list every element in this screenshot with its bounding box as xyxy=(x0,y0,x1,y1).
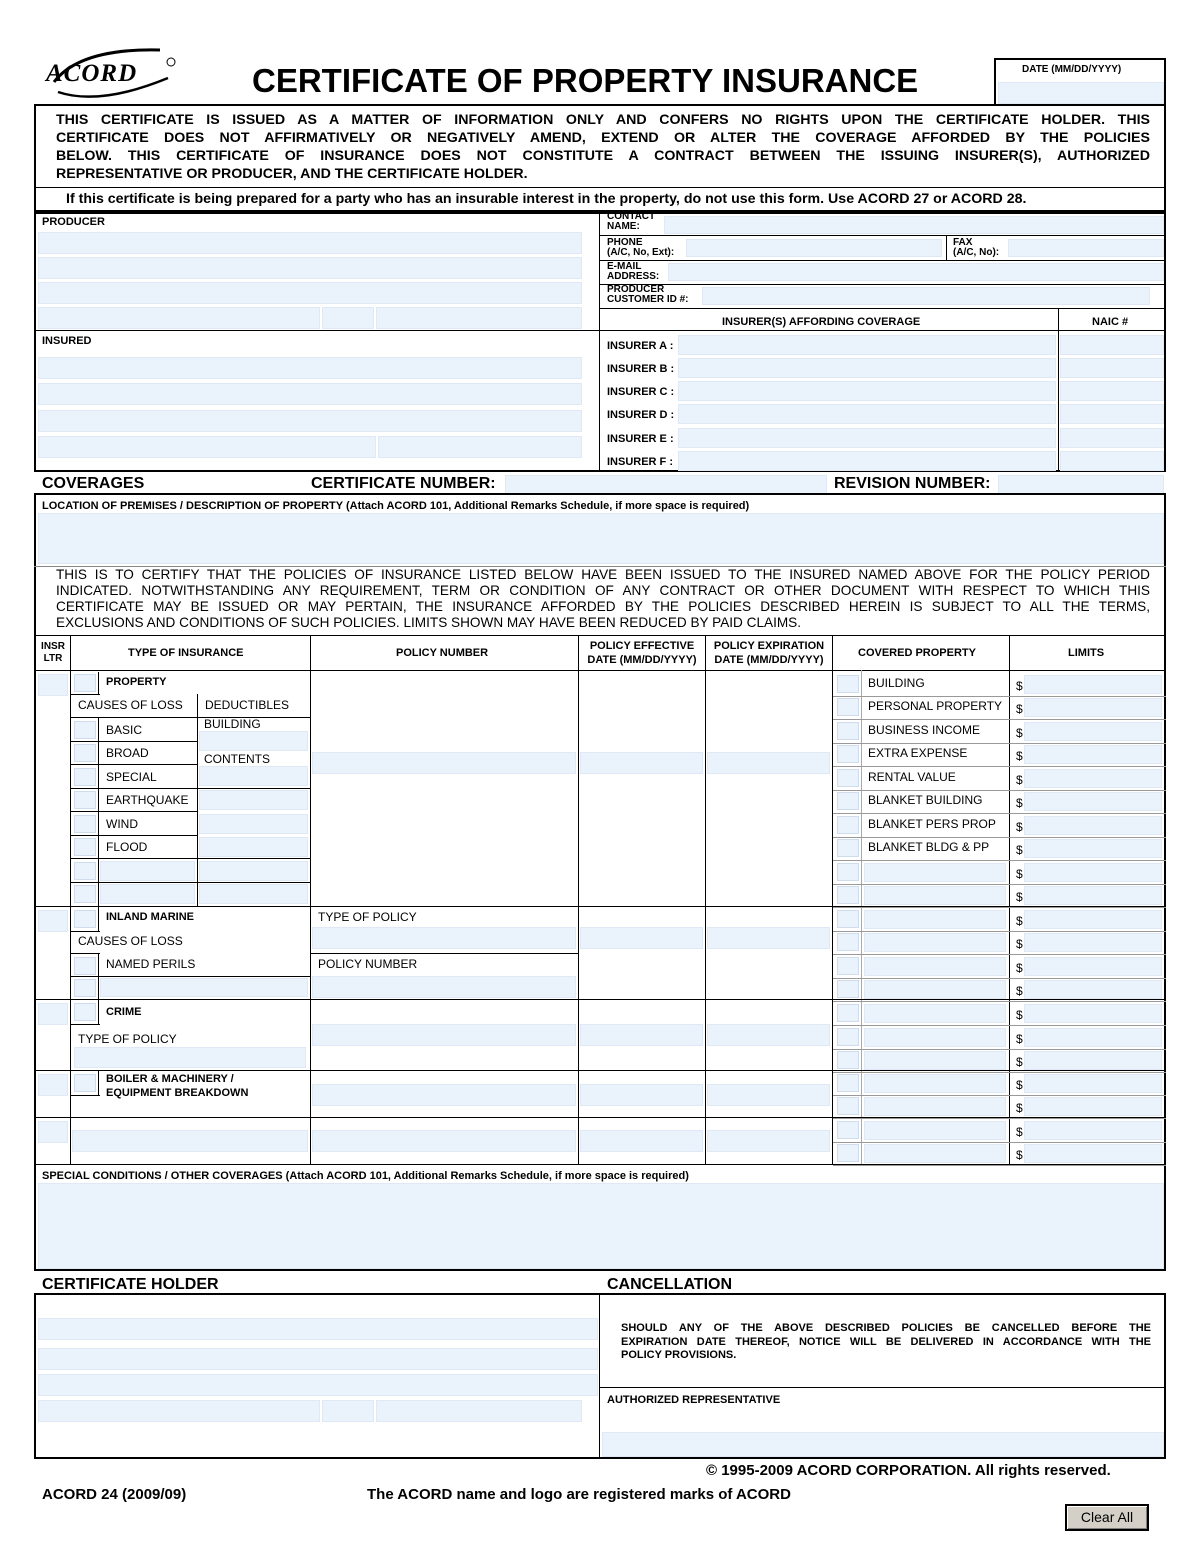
cause-other-checkbox[interactable] xyxy=(74,862,96,880)
covered-property-other-field[interactable] xyxy=(864,1121,1006,1140)
covered-property-label: EXTRA EXPENSE xyxy=(868,746,968,760)
covered-property-checkbox[interactable] xyxy=(837,1121,859,1139)
cause-deductible-field[interactable] xyxy=(199,814,308,834)
other-effective-date[interactable] xyxy=(580,1130,703,1152)
crime-type-label: TYPE OF POLICY xyxy=(78,1032,177,1046)
covered-property-checkbox[interactable] xyxy=(837,957,859,975)
holder-line-2[interactable] xyxy=(38,1348,598,1370)
cause-checkbox[interactable] xyxy=(74,815,96,833)
limit-field[interactable] xyxy=(1024,816,1162,835)
other-type-field[interactable] xyxy=(72,1130,308,1152)
limit-row-line xyxy=(833,978,1166,979)
limit-field[interactable] xyxy=(1024,769,1162,788)
effective-date-header: POLICY EFFECTIVE DATE (MM/DD/YYYY) xyxy=(587,640,697,666)
covered-property-other-field[interactable] xyxy=(864,1051,1006,1070)
deductibles-label: DEDUCTIBLES xyxy=(205,698,290,712)
limit-dollar-sign: $ xyxy=(1016,867,1023,881)
coverages-label: COVERAGES xyxy=(42,475,145,492)
covered-property-checkbox[interactable] xyxy=(837,886,859,904)
covered-property-other-field[interactable] xyxy=(864,910,1006,929)
limits-header: LIMITS xyxy=(1068,647,1105,659)
certify-line: CERTIFICATE MAY BE ISSUED OR MAY PERTAIN, THE INSURANCE AFFORDED BY THE POLICIES DESCRIBED HEREIN IS SUBJECT TO ALL THE TERMS, xyxy=(56,599,1150,614)
limit-dollar-sign: $ xyxy=(1016,820,1023,834)
certify-text xyxy=(56,567,1150,631)
cause-checkbox-divider xyxy=(98,717,99,906)
property-policy-number[interactable] xyxy=(312,752,576,774)
holder-zip[interactable] xyxy=(376,1400,582,1422)
named-perils-label: NAMED PERILS xyxy=(106,957,196,971)
limit-field[interactable] xyxy=(1024,980,1162,999)
limit-dollar-sign: $ xyxy=(1016,914,1023,928)
other-expiration-date[interactable] xyxy=(707,1130,830,1152)
logo-text: ACORD xyxy=(46,60,138,87)
cause-label: BASIC xyxy=(106,723,143,737)
covered-property-checkbox[interactable] xyxy=(837,1144,859,1162)
covered-property-other-field[interactable] xyxy=(864,886,1006,905)
insurer-label: INSURER E : xyxy=(607,433,674,445)
crime-label: CRIME xyxy=(106,1006,142,1018)
deductible-building-field[interactable] xyxy=(199,731,308,751)
inland-marine-type-label: TYPE OF POLICY xyxy=(318,910,417,924)
certify-line: THIS IS TO CERTIFY THAT THE POLICIES OF INSURANCE LISTED BELOW HAVE BEEN ISSUED TO THE INSURED NAMED ABOVE FOR THE POLICY PERIOD xyxy=(56,567,1150,582)
cause-row-line xyxy=(70,811,197,812)
other-policy-number[interactable] xyxy=(312,1130,576,1152)
cause-other-deductible[interactable] xyxy=(199,884,308,904)
insurable-interest-notice: If this certificate is being prepared for a party who has an insurable interest in the property, do not use this form. Use ACORD 27 or ACORD 28. xyxy=(66,191,1027,207)
page-title: CERTIFICATE OF PROPERTY INSURANCE xyxy=(252,62,919,99)
covered-property-checkbox[interactable] xyxy=(837,1051,859,1069)
cause-checkbox[interactable] xyxy=(74,721,96,739)
covered-property-other-field[interactable] xyxy=(864,1028,1006,1047)
cause-row-line xyxy=(70,858,310,859)
boiler-expiration-date[interactable] xyxy=(707,1084,830,1106)
covered-property-checkbox[interactable] xyxy=(837,816,859,834)
covered-property-checkbox[interactable] xyxy=(837,698,859,716)
limit-field[interactable] xyxy=(1024,722,1162,741)
inland-marine-label: INLAND MARINE xyxy=(106,911,194,923)
limit-row-line xyxy=(833,1142,1166,1143)
contact-name-field[interactable] xyxy=(664,216,1164,234)
covered-property-label: BUILDING xyxy=(868,676,925,690)
inland-marine-expiration-date[interactable] xyxy=(707,927,830,949)
insurers-header: INSURER(S) AFFORDING COVERAGE xyxy=(722,316,921,328)
limit-field[interactable] xyxy=(1024,933,1162,952)
limit-row-line xyxy=(833,1095,1166,1096)
cause-other-field[interactable] xyxy=(100,861,195,881)
limit-row-line xyxy=(833,1118,1166,1119)
other-insr-ltr[interactable] xyxy=(38,1121,68,1143)
certificate-number-field[interactable] xyxy=(505,475,827,494)
producer-line-3[interactable] xyxy=(38,282,582,304)
holder-line-1[interactable] xyxy=(38,1318,598,1340)
naic-header: NAIC # xyxy=(1092,316,1129,328)
form-id: ACORD 24 (2009/09) xyxy=(42,1486,187,1503)
limit-row-line xyxy=(833,931,1166,932)
limit-dollar-sign: $ xyxy=(1016,796,1023,810)
cause-checkbox[interactable] xyxy=(74,791,96,809)
property-expiration-date[interactable] xyxy=(707,752,830,774)
insurer-name-field[interactable] xyxy=(678,451,1056,471)
insurer-naic-field[interactable] xyxy=(1060,358,1164,378)
customer-id-label: PRODUCER CUSTOMER ID #: xyxy=(607,284,689,305)
insurer-name-field[interactable] xyxy=(678,358,1056,378)
limit-field[interactable] xyxy=(1024,1028,1162,1047)
limit-row-line xyxy=(833,696,1166,697)
covered-property-checkbox[interactable] xyxy=(837,910,859,928)
insr-ltr-header: INSR LTR xyxy=(41,641,65,664)
boiler-label: BOILER & MACHINERY / EQUIPMENT BREAKDOWN xyxy=(106,1073,249,1099)
expiration-date-header: POLICY EXPIRATION DATE (MM/DD/YYYY) xyxy=(713,640,825,666)
limit-field[interactable] xyxy=(1024,957,1162,976)
limit-row-line xyxy=(833,907,1166,908)
covered-property-header: COVERED PROPERTY xyxy=(858,647,976,659)
property-insr-ltr[interactable] xyxy=(38,674,68,696)
causes-of-loss-label: CAUSES OF LOSS xyxy=(78,698,183,712)
covered-property-label: BLANKET BUILDING xyxy=(868,793,983,807)
producer-line-1[interactable] xyxy=(38,232,582,254)
limit-row-line xyxy=(833,1165,1166,1166)
covered-property-checkbox[interactable] xyxy=(837,1074,859,1092)
boiler-effective-date[interactable] xyxy=(580,1084,703,1106)
insurer-label: INSURER C : xyxy=(607,386,675,398)
insurer-name-field[interactable] xyxy=(678,335,1056,355)
limit-field[interactable] xyxy=(1024,1074,1162,1093)
limit-field[interactable] xyxy=(1024,745,1162,764)
inland-marine-other-field[interactable] xyxy=(100,978,308,997)
insurer-name-field[interactable] xyxy=(678,404,1056,424)
disclaimer-line: THIS CERTIFICATE IS ISSUED AS A MATTER OF INFORMATION ONLY AND CONFERS NO RIGHTS UPON THE CERTIFICATE HOLDER. THIS xyxy=(56,112,1150,128)
limit-row-line xyxy=(833,790,1166,791)
clear-all-button[interactable]: Clear All xyxy=(1065,1504,1149,1531)
holder-city[interactable] xyxy=(38,1400,320,1422)
cause-label: FLOOD xyxy=(106,840,148,854)
limit-field[interactable] xyxy=(1024,1097,1162,1116)
holder-state[interactable] xyxy=(322,1400,374,1422)
covered-property-checkbox[interactable] xyxy=(837,745,859,763)
boiler-policy-number[interactable] xyxy=(312,1084,576,1106)
type-header: TYPE OF INSURANCE xyxy=(128,647,244,659)
cause-label: BROAD xyxy=(106,746,149,760)
cancellation-line: EXPIRATION DATE THEREOF, NOTICE WILL BE DELIVERED IN ACCORDANCE WITH THE xyxy=(621,1335,1151,1348)
boiler-insr-ltr[interactable] xyxy=(38,1074,68,1096)
limit-row-line xyxy=(833,1049,1166,1050)
deductible-building-label: BUILDING xyxy=(204,717,261,731)
fax-field[interactable] xyxy=(1008,239,1164,257)
location-label: LOCATION OF PREMISES / DESCRIPTION OF PROPERTY (Attach ACORD 101, Additional Remarks Schedule, if more space is required) xyxy=(42,500,750,512)
cause-label: WIND xyxy=(106,817,138,831)
cause-row-line xyxy=(70,741,197,742)
deductible-contents-field[interactable] xyxy=(199,766,308,786)
cause-deductible-field[interactable] xyxy=(199,790,308,810)
disclaimer-line: BELOW. THIS CERTIFICATE OF INSURANCE DOES NOT CONSTITUTE A CONTRACT BETWEEN THE ISSUING INSURER(S), AUTHORIZED xyxy=(56,148,1150,164)
insurer-name-field[interactable] xyxy=(678,381,1056,401)
cause-checkbox[interactable] xyxy=(74,838,96,856)
limit-row-line xyxy=(833,860,1166,861)
certificate-holder-label: CERTIFICATE HOLDER xyxy=(42,1276,219,1293)
insurer-naic-field[interactable] xyxy=(1060,451,1164,471)
limit-row-line xyxy=(833,1001,1166,1002)
covered-property-checkbox[interactable] xyxy=(837,839,859,857)
trademark-notice: The ACORD name and logo are registered marks of ACORD xyxy=(367,1486,791,1503)
crime-policy-number[interactable] xyxy=(312,1024,576,1046)
insurer-naic-field[interactable] xyxy=(1060,335,1164,355)
email-field[interactable] xyxy=(668,263,1164,281)
inland-marine-insr-ltr[interactable] xyxy=(38,910,68,932)
cause-other-deductible[interactable] xyxy=(199,861,308,881)
limit-row-line xyxy=(833,954,1166,955)
cancellation-text xyxy=(621,1322,1151,1363)
cause-checkbox[interactable] xyxy=(74,744,96,762)
email-label: E-MAIL ADDRESS: xyxy=(607,261,660,282)
limit-dollar-sign: $ xyxy=(1016,726,1023,740)
special-conditions-field[interactable] xyxy=(38,1183,1164,1269)
covered-property-checkbox[interactable] xyxy=(837,933,859,951)
limit-row-line xyxy=(833,1072,1166,1073)
covered-property-other-field[interactable] xyxy=(864,933,1006,952)
covered-property-checkbox[interactable] xyxy=(837,1097,859,1115)
location-field[interactable] xyxy=(38,513,1164,564)
customer-id-field[interactable] xyxy=(702,287,1150,305)
limit-field[interactable] xyxy=(1024,1121,1162,1140)
limit-dollar-sign: $ xyxy=(1016,1055,1023,1069)
inland-marine-causes-label: CAUSES OF LOSS xyxy=(78,934,183,948)
phone-field[interactable] xyxy=(686,239,942,257)
cause-row-line xyxy=(70,882,310,883)
covered-property-checkbox[interactable] xyxy=(837,1028,859,1046)
phone-label: PHONE (A/C, No, Ext): xyxy=(607,237,675,258)
fax-label: FAX (A/C, No): xyxy=(953,237,1000,258)
limit-field[interactable] xyxy=(1024,863,1162,882)
covered-property-label: BLANKET PERS PROP xyxy=(868,817,996,831)
covered-property-checkbox[interactable] xyxy=(837,1004,859,1022)
cause-label: SPECIAL xyxy=(106,770,157,784)
crime-insr-ltr[interactable] xyxy=(38,1003,68,1025)
insurer-label: INSURER D : xyxy=(607,409,675,421)
cause-checkbox[interactable] xyxy=(74,768,96,786)
limit-field[interactable] xyxy=(1024,886,1162,905)
limit-dollar-sign: $ xyxy=(1016,773,1023,787)
covered-property-label: RENTAL VALUE xyxy=(868,770,956,784)
revision-number-field[interactable] xyxy=(998,475,1164,494)
covered-property-checkbox[interactable] xyxy=(837,769,859,787)
limit-row-line xyxy=(833,813,1166,814)
insurer-label: INSURER F : xyxy=(607,456,673,468)
limit-dollar-sign: $ xyxy=(1016,843,1023,857)
acord-logo xyxy=(40,42,180,104)
limit-row-line xyxy=(833,766,1166,767)
cancellation-line: SHOULD ANY OF THE ABOVE DESCRIBED POLICIES BE CANCELLED BEFORE THE xyxy=(621,1322,1151,1334)
boiler-checkbox[interactable] xyxy=(74,1074,96,1092)
limit-dollar-sign: $ xyxy=(1016,1078,1023,1092)
disclaimer-line: REPRESENTATIVE OR PRODUCER, AND THE CERTIFICATE HOLDER. xyxy=(56,166,528,182)
policy-number-header: POLICY NUMBER xyxy=(396,647,489,659)
insurer-naic-field[interactable] xyxy=(1060,428,1164,448)
special-conditions-label: SPECIAL CONDITIONS / OTHER COVERAGES (Attach ACORD 101, Additional Remarks Schedule, if more space is required) xyxy=(42,1170,689,1182)
limit-row-line xyxy=(833,837,1166,838)
limit-dollar-sign: $ xyxy=(1016,1148,1023,1162)
limit-row-line xyxy=(833,719,1166,720)
cause-row-line xyxy=(70,835,197,836)
covered-property-label: PERSONAL PROPERTY xyxy=(868,699,1003,713)
limit-row-line xyxy=(833,884,1166,885)
disclaimer-line: CERTIFICATE DOES NOT AFFIRMATIVELY OR NEGATIVELY AMEND, EXTEND OR ALTER THE COVERAGE AFFORDED BY THE POLICIES xyxy=(56,130,1150,146)
insured-state-zip[interactable] xyxy=(378,436,582,458)
date-field[interactable] xyxy=(998,82,1164,104)
limit-field[interactable] xyxy=(1024,1004,1162,1023)
producer-label: PRODUCER xyxy=(42,216,105,228)
revision-number-label: REVISION NUMBER: xyxy=(834,475,991,492)
limit-dollar-sign: $ xyxy=(1016,1125,1023,1139)
insurer-label: INSURER B : xyxy=(607,363,675,375)
producer-state[interactable] xyxy=(322,307,374,329)
insured-city[interactable] xyxy=(38,436,376,458)
limit-field[interactable] xyxy=(1024,839,1162,858)
named-perils-checkbox[interactable] xyxy=(74,957,96,975)
covered-property-other-field[interactable] xyxy=(864,1004,1006,1023)
insurer-name-field[interactable] xyxy=(678,428,1056,448)
holder-line-3[interactable] xyxy=(38,1374,598,1396)
crime-expiration-date[interactable] xyxy=(707,1024,830,1046)
limit-dollar-sign: $ xyxy=(1016,679,1023,693)
certify-line: INDICATED. NOTWITHSTANDING ANY REQUIREMENT, TERM OR CONDITION OF ANY CONTRACT OR OTHER DOCUMENT WITH RESPECT TO WHICH THIS xyxy=(56,583,1150,598)
limit-field[interactable] xyxy=(1024,1051,1162,1070)
limit-dollar-sign: $ xyxy=(1016,961,1023,975)
deductible-contents-label: CONTENTS xyxy=(204,752,270,766)
limit-dollar-sign: $ xyxy=(1016,1008,1023,1022)
copyright: © 1995-2009 ACORD CORPORATION. All rights reserved. xyxy=(706,1462,1111,1479)
limit-dollar-sign: $ xyxy=(1016,890,1023,904)
producer-city[interactable] xyxy=(38,307,320,329)
insurer-naic-field[interactable] xyxy=(1060,404,1164,424)
covered-property-other-field[interactable] xyxy=(864,1144,1006,1163)
cancellation-line: POLICY PROVISIONS. xyxy=(621,1349,737,1361)
covered-property-checkbox[interactable] xyxy=(837,863,859,881)
cause-row-line xyxy=(70,788,197,789)
covered-property-label: BUSINESS INCOME xyxy=(868,723,981,737)
limit-field[interactable] xyxy=(1024,698,1162,717)
authorized-rep-label: AUTHORIZED REPRESENTATIVE xyxy=(607,1394,781,1406)
covered-property-other-field[interactable] xyxy=(864,957,1006,976)
contact-name-label: CONTACT NAME: xyxy=(607,211,656,232)
cause-label: EARTHQUAKE xyxy=(106,793,189,807)
producer-line-2[interactable] xyxy=(38,257,582,279)
covered-property-other-field[interactable] xyxy=(864,980,1006,999)
property-effective-date[interactable] xyxy=(580,752,703,774)
property-checkbox[interactable] xyxy=(74,674,96,692)
limit-field[interactable] xyxy=(1024,792,1162,811)
inland-marine-policy-number-label: POLICY NUMBER xyxy=(318,957,418,971)
producer-zip[interactable] xyxy=(376,307,582,329)
inland-marine-effective-date[interactable] xyxy=(580,927,703,949)
insured-line-1[interactable] xyxy=(38,357,582,379)
limit-field[interactable] xyxy=(1024,675,1162,694)
inland-marine-policy-number-field[interactable] xyxy=(312,976,576,998)
crime-effective-date[interactable] xyxy=(580,1024,703,1046)
disclaimer-text xyxy=(56,111,1150,183)
insurer-label: INSURER A : xyxy=(607,340,674,352)
limit-dollar-sign: $ xyxy=(1016,937,1023,951)
insured-line-3[interactable] xyxy=(38,410,582,432)
inland-marine-other-checkbox[interactable] xyxy=(74,979,96,997)
date-label: DATE (MM/DD/YYYY) xyxy=(1022,64,1122,75)
insured-label: INSURED xyxy=(42,335,92,347)
limit-dollar-sign: $ xyxy=(1016,1101,1023,1115)
inland-marine-checkbox[interactable] xyxy=(74,910,96,928)
limit-dollar-sign: $ xyxy=(1016,749,1023,763)
limit-dollar-sign: $ xyxy=(1016,1032,1023,1046)
inland-marine-type-field[interactable] xyxy=(312,927,576,949)
certify-line: EXCLUSIONS AND CONDITIONS OF SUCH POLICIES. LIMITS SHOWN MAY HAVE BEEN REDUCED BY PAID CLAIMS. xyxy=(56,615,802,630)
limit-field[interactable] xyxy=(1024,910,1162,929)
crime-type-field[interactable] xyxy=(74,1047,306,1068)
covered-property-other-field[interactable] xyxy=(864,1097,1006,1116)
insured-line-2[interactable] xyxy=(38,383,582,405)
limit-field[interactable] xyxy=(1024,1144,1162,1163)
insurer-naic-field[interactable] xyxy=(1060,381,1164,401)
covered-property-checkbox[interactable] xyxy=(837,675,859,693)
covered-property-checkbox[interactable] xyxy=(837,722,859,740)
covered-property-checkbox[interactable] xyxy=(837,980,859,998)
limit-dollar-sign: $ xyxy=(1016,702,1023,716)
limit-row-line xyxy=(833,1025,1166,1026)
limit-dollar-sign: $ xyxy=(1016,984,1023,998)
cancellation-label: CANCELLATION xyxy=(607,1276,733,1293)
certificate-number-label: CERTIFICATE NUMBER: xyxy=(311,475,496,492)
authorized-rep-field[interactable] xyxy=(602,1432,1164,1457)
covered-property-label: BLANKET BLDG & PP xyxy=(868,840,990,854)
covered-property-checkbox[interactable] xyxy=(837,792,859,810)
covered-property-other-field[interactable] xyxy=(864,1074,1006,1093)
cause-row-line xyxy=(70,764,197,765)
property-label: PROPERTY xyxy=(106,676,167,688)
cause-deductible-field[interactable] xyxy=(199,837,308,857)
crime-checkbox[interactable] xyxy=(74,1003,96,1021)
covered-property-other-field[interactable] xyxy=(864,863,1006,882)
cause-other-checkbox[interactable] xyxy=(74,885,96,903)
cause-other-field[interactable] xyxy=(100,884,195,904)
limit-row-line xyxy=(833,743,1166,744)
